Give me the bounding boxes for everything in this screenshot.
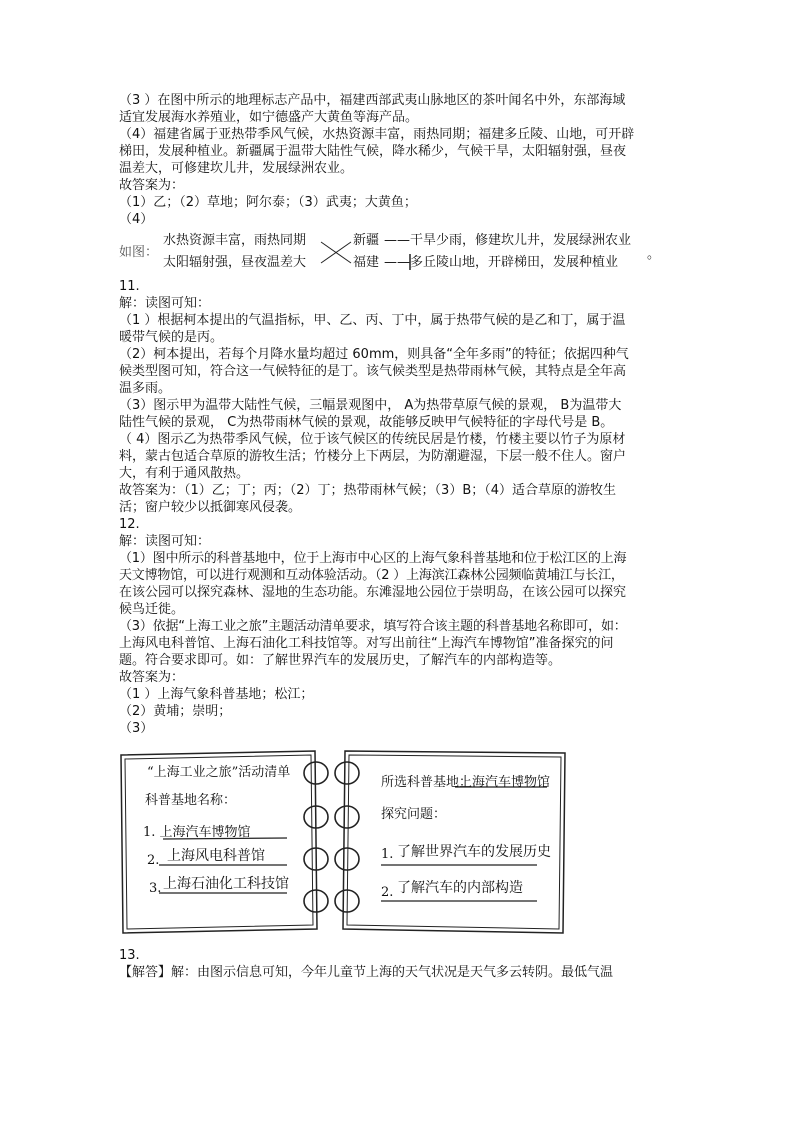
text-line: （1）乙；（2）草地；阿尔泰；（3）武夷；大黄鱼；: [119, 195, 417, 210]
text-line: （1 ）根据柯本提出的气温指标，甲、乙、丙、丁中，属于热带气候的是乙和丁，属于温: [119, 313, 626, 328]
text-line: 梯田，发展种植业。新疆属于温带大陆性气候，降水稀少，气候干旱，太阳辐射强，昼夜: [119, 144, 627, 159]
text-line: 陆性气候的景观， C为热带雨林气候的景观，故能够反映甲气候特征的字母代号是 B。: [119, 415, 614, 430]
notebook-selected-value: 上海汽车博物馆: [459, 775, 551, 790]
text-line: （4）福建省属于亚热带季风气候，水热资源丰富，雨热同期；福建多丘陵、山地，可开辟: [119, 127, 635, 142]
question-number: 11.: [119, 279, 140, 294]
text-line: 上海风电科普馆、上海石油化工科技馆等。对写出前往“上海汽车博物馆”准备探究的问: [119, 636, 614, 651]
diagram-prefix: 如图：: [119, 245, 159, 260]
text-line: （1）图中所示的科普基地中，位于上海市中心区的上海气象科普基地和位于松江区的上海: [119, 551, 627, 566]
text-line: （1 ）上海气象科普基地；松江；: [119, 687, 314, 702]
notebook-item-2: 上海风电科普馆: [167, 848, 265, 864]
answer-document: [119, 92, 679, 981]
text-line: 大，有利于通风散热。: [119, 466, 250, 481]
text-line: （ 4）图示乙为热带季风气候，位于该气候区的传统民居是竹楼，竹楼主要以竹子为原材: [119, 432, 626, 447]
notebook-item-3-number: 3.: [149, 881, 162, 896]
notebook-base-label: 科普基地名称：: [145, 793, 237, 808]
text-line: （3）图示甲为温带大陆性气候，三幅景观图中， A为热带草原气候的景观， B为温带大: [119, 398, 622, 413]
notebook-question-1: 了解世界汽车的发展历史: [397, 844, 551, 860]
notebook-question-1-number: 1.: [381, 847, 394, 862]
notebook-selected-label: 所选科普基地：: [381, 775, 473, 790]
text-line: 暖带气候的是丙。: [119, 330, 224, 345]
text-line: 故答案为：: [119, 670, 185, 685]
notebook-question-2-number: 2.: [381, 885, 394, 900]
text-line: （3）依据“上海工业之旅”主题活动清单要求，填写符合该主题的科普基地名称即可，如：: [119, 619, 627, 634]
diagram-region-fujian: 福建: [353, 255, 380, 270]
diagram-right-top: ——干旱少雨，修建坎儿井，发展绿洲农业: [384, 233, 632, 248]
text-line: 温多雨。: [119, 381, 172, 396]
text-line: 【解答】解：由图示信息可知，今年儿童节上海的天气状况是天气多云转阴。最低气温: [119, 965, 614, 980]
text-line: 活；窗户较少以抵御寒风侵袭。: [119, 500, 302, 515]
text-line: 天文博物馆，可以进行观测和互动体验活动。（2 ）上海滨江森林公园频临黄埔江与长江，: [119, 568, 624, 583]
text-line: （4）: [119, 212, 154, 227]
text-line: （2）黄埔；崇明；: [119, 704, 232, 719]
text-line: 温差大，可修建坎儿井，发展绿洲农业。: [119, 161, 354, 176]
notebook-title: “上海工业之旅”活动清单: [147, 765, 291, 780]
text-line: 故答案为：: [119, 178, 185, 193]
diagram-left-top: 水热资源丰富，雨热同期: [163, 233, 307, 248]
diagram-suffix: 。: [647, 247, 661, 262]
text-line: 解：读图可知：: [119, 296, 211, 311]
notebook-question-label: 探究问题：: [381, 807, 447, 822]
notebook-item-3: 上海石油化工科技馆: [163, 876, 289, 892]
section-10-continued: [119, 92, 679, 275]
text-line: 适宜发展海水养殖业，如宁德盛产大黄鱼等海产品。: [119, 110, 419, 125]
text-line: （2）柯本提出，若每个月降水量均超过 60mm，则具备“全年多雨”的特征；依据四种气: [119, 347, 629, 362]
climate-matching-diagram: [119, 230, 679, 275]
section-13: [119, 947, 679, 981]
text-line: （3 ）在图中所示的地理标志产品中，福建西部武夷山脉地区的茶叶闻名中外，东部海域: [119, 93, 626, 108]
text-line: 故答案为：（1）乙；丁；丙；（2）丁；热带雨林气候；（3）B；（4）适合草原的游牧生: [119, 483, 617, 498]
text-line: 在该公园可以探究森林、湿地的生态功能。东滩湿地公园位于崇明岛，在该公园可以探究: [119, 585, 627, 600]
diagram-region-xinjiang: 新疆: [353, 233, 380, 248]
text-line: 候鸟迁徙。: [119, 602, 185, 617]
notebook-item-2-number: 2.: [147, 853, 160, 868]
text-line: 解：读图可知：: [119, 534, 211, 549]
notebook-question-2: 了解汽车的内部构造: [397, 880, 523, 896]
activity-notebook-figure: [119, 747, 569, 937]
text-line: 料，蒙古包适合草原的游牧生活；竹楼分上下两层，为防潮避湿，下层一般不住人。窗户: [119, 449, 627, 464]
diagram-right-bottom: ——多丘陵山地，开辟梯田，发展种植业: [384, 255, 619, 270]
question-number: 12.: [119, 517, 140, 532]
text-line: 候类型图可知，符合这一气候特征的是丁。该气候类型是热带雨林气候，其特点是全年高: [119, 364, 627, 379]
diagram-left-bottom: 太阳辐射强，昼夜温差大: [163, 255, 307, 270]
question-number: 13.: [119, 948, 140, 963]
text-line: 题。符合要求即可。如：了解世界汽车的发展历史，了解汽车的内部构造等。: [119, 653, 562, 668]
notebook-item-1: 1. 上海汽车博物馆: [143, 825, 251, 840]
text-line: （3）: [119, 721, 154, 736]
section-11-12: [119, 278, 679, 737]
